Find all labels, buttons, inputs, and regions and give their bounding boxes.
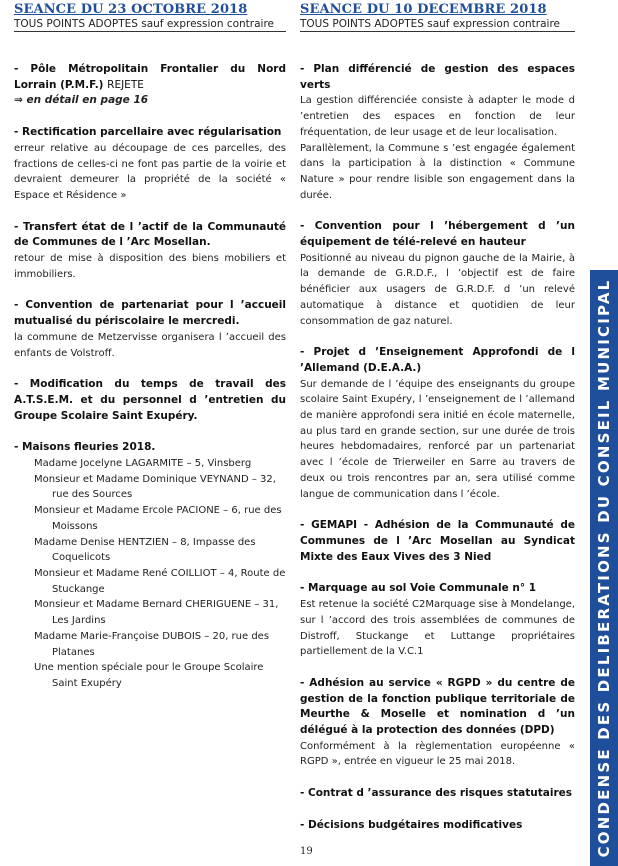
item-body: retour de mise à disposition des biens mobiliers et immobiliers.: [14, 253, 286, 280]
item-title: - Modification du temps de travail des A.T.S.E.M. et du personnel d ’entretien du Groupe Scolaire Saint Exupéry.: [14, 378, 286, 422]
item-title: - Convention de partenariat pour l ’accueil mutualisé du périscolaire le mercredi.: [14, 299, 286, 328]
list-item: Monsieur et Madame René COILLIOT – 4, Route de Stuckange: [34, 567, 286, 595]
section-sidebar: [590, 270, 618, 866]
right-header-rule: [300, 31, 575, 32]
item-title: - Adhésion au service « RGPD » du centre de gestion de la fonction publique territoriale de Meurthe & Moselle et nomination d ’un délégué à la protection des données (DPD): [300, 676, 575, 737]
item-body: La gestion différenciée consiste à adapter le mode d ’entretien des espaces en fonction de leur fréquentation, de leur usage et de leur localisation.: [300, 95, 575, 138]
item-pmf: [14, 62, 286, 109]
list-item: Monsieur et Madame Dominique VEYNAND – 32, rue des Sources: [34, 473, 276, 501]
item-title: - Convention pour l ’hébergement d ’un équipement de télé-relevé en hauteur: [300, 220, 575, 249]
item-atsem: [14, 377, 286, 424]
item-title: - Rectification parcellaire avec régularisation: [14, 126, 282, 139]
item-body: Sur demande de l ’équipe des enseignants du groupe scolaire Saint Exupéry, l ’enseignement de l ’allemand de manière approfondi sera initié en école maternelle, au plus tard en grande section, sur une durée de trois heures hebdomadaires, renforcé par un partenariat avec l ’école de Trierweiler en Sarre au travers de deux ou trois rencontres par an, sera utilisé comme langue de communication dans l ’école.: [300, 378, 575, 500]
page-number: 19: [300, 846, 313, 857]
item-gemapi: [300, 518, 575, 565]
sidebar-label: CONDENSE DES DELIBERATIONS DU CONSEIL MUNICIPAL: [595, 278, 613, 858]
list-item: Madame Marie-Françoise DUBOIS – 20, rue des Platanes: [34, 630, 270, 658]
left-session-title: SEANCE DU 23 OCTOBRE 2018: [14, 2, 248, 17]
item-title: - Plan différencié de gestion des espaces verts: [300, 63, 575, 91]
right-content: [300, 62, 575, 850]
pmf-status: REJETE: [107, 78, 144, 91]
item-body: Parallèlement, la Commune s ’est engagée également dans la participation à la distinction « Commune Nature » pour rendre lisible son engagement dans la durée.: [300, 142, 575, 201]
item-title: - GEMAPI - Adhésion de la Communauté de Communes de l ’Arc Mosellan au Syndicat Mixte des Eaux Vives des 3 Nied: [300, 519, 575, 563]
item-title: - Décisions budgétaires modificatives: [300, 818, 523, 831]
item-periscolaire: [14, 298, 286, 361]
left-content: [14, 62, 286, 708]
left-header: [14, 0, 286, 32]
item-body: Est retenue la société C2Marquage sise à Mondelange, sur l ’accord des trois assemblées de communes de Distroff, Stuckange et Luttange propriétaires partiellement de la V.C.1: [300, 599, 575, 658]
item-marquage: [300, 581, 575, 660]
item-title: - Marquage au sol Voie Communale n° 1: [300, 582, 537, 595]
item-rectification: [14, 125, 286, 204]
laureates-list: [34, 456, 286, 692]
item-body: Positionné au niveau du pignon gauche de la Mairie, à la demande de G.R.D.F., l ’objectif est de faire bénéficier aux usagers de G.R.D.F. d ’un relevé automatique à distance et quotidien de leur consommation de gaz naturel.: [300, 252, 575, 327]
left-session-subtitle: TOUS POINTS ADOPTES sauf expression contraire: [14, 18, 274, 30]
list-item: Monsieur et Madame Bernard CHERIGUENE – 31, Les Jardins: [34, 599, 279, 627]
item-title: - Maisons fleuries 2018.: [14, 441, 156, 454]
item-contrat-assurance: [300, 786, 575, 802]
left-header-rule: [14, 31, 286, 32]
item-body: erreur relative au découpage de ces parcelles, des fractions de celles-ci ne font pas partie de la voirie et devraient demeurer la propriété de la société « Espace et Résidence »: [14, 142, 286, 201]
item-plan-espaces-verts: [300, 62, 575, 203]
item-body: la commune de Metzervisse organisera l ’accueil des enfants de Volstroff.: [14, 331, 286, 359]
item-telereleve: [300, 219, 575, 329]
item-transfert: [14, 220, 286, 283]
item-body: Conformément à la règlementation européenne « RGPD », entrée en vigueur le 25 mai 2018.: [300, 740, 575, 768]
right-session-subtitle: TOUS POINTS ADOPTES sauf expression contraire: [300, 18, 560, 30]
item-decisions-budgetaires: [300, 818, 575, 834]
item-rgpd: [300, 676, 575, 770]
list-item: Monsieur et Madame Ercole PACIONE – 6, rue des Moissons: [34, 505, 282, 532]
item-maisons-fleuries: [14, 440, 286, 691]
item-title: - Projet d ’Enseignement Approfondi de l ’Allemand (D.E.A.A.): [300, 346, 575, 374]
right-session-title: SEANCE DU 10 DECEMBRE 2018: [300, 2, 547, 17]
item-title: - Contrat d ’assurance des risques statutaires: [300, 787, 573, 800]
pmf-note: ⇒ en détail en page 16: [14, 94, 149, 107]
list-item: Une mention spéciale pour le Groupe Scolaire Saint Exupéry: [34, 662, 264, 689]
item-title: [14, 62, 286, 93]
list-item: Madame Jocelyne LAGARMITE – 5, Vinsberg: [34, 458, 252, 470]
right-header: [300, 0, 575, 32]
item-deaa: [300, 345, 575, 502]
item-title: - Transfert état de l ’actif de la Communauté de Communes de l ’Arc Mosellan.: [14, 220, 286, 249]
pmf-title: - Pôle Métropolitain Frontalier du Nord Lorrain (P.M.F.): [14, 63, 286, 91]
list-item: Madame Denise HENTZIEN – 8, Impasse des Coquelicots: [34, 536, 256, 564]
